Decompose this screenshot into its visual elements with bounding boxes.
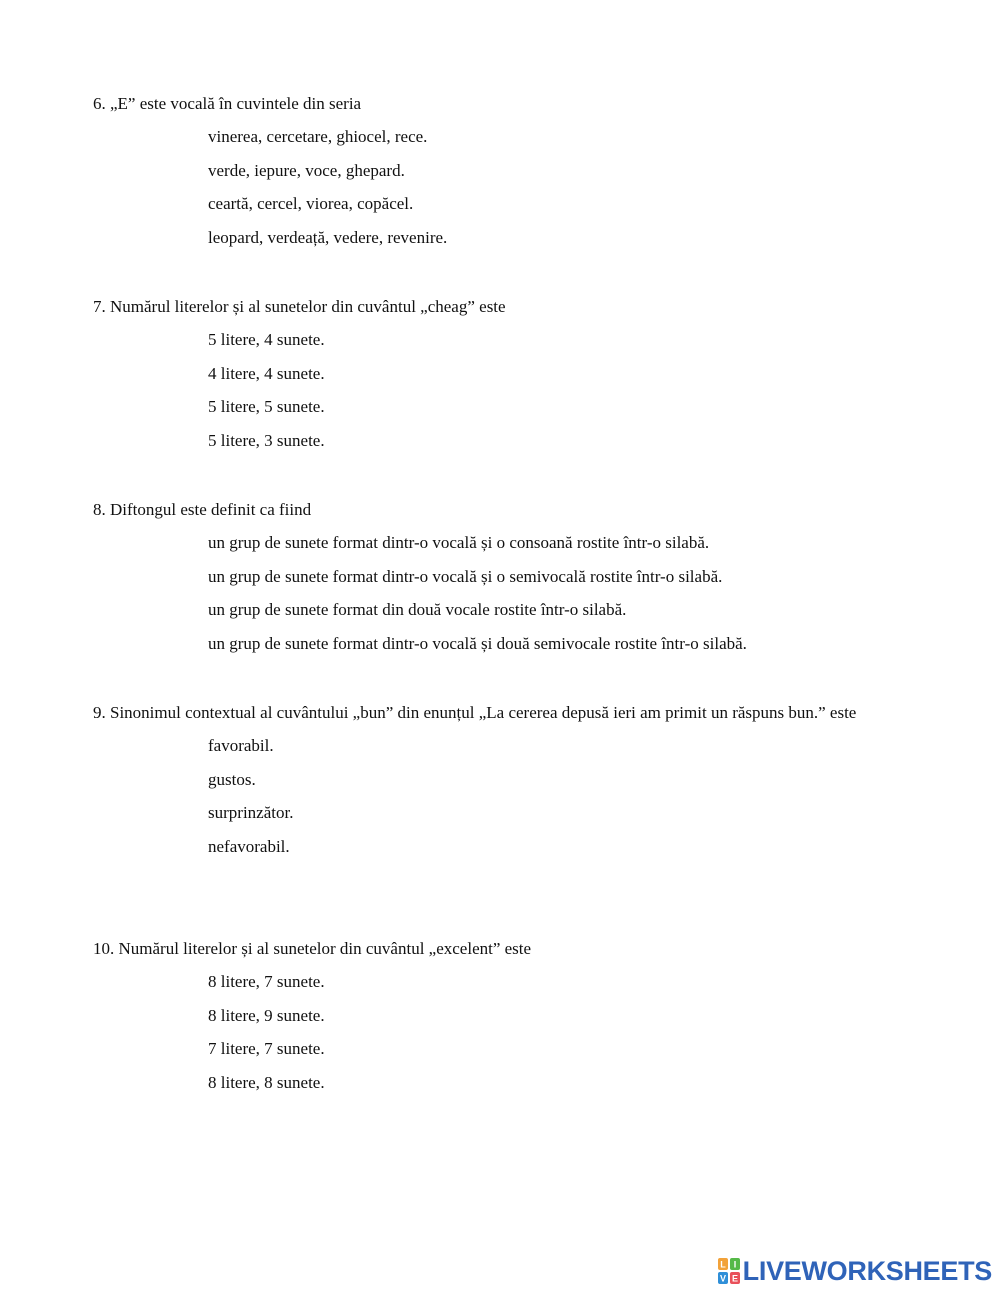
answer-option[interactable]: un grup de sunete format dintr-o vocală și o semivocală rostite într-o silabă. bbox=[208, 566, 723, 586]
logo-letter: E bbox=[731, 1273, 738, 1284]
answer-option[interactable]: vinerea, cercetare, ghiocel, rece. bbox=[208, 127, 428, 146]
question-7 bbox=[93, 290, 913, 458]
answer-option[interactable]: 7 litere, 7 sunete. bbox=[208, 1039, 325, 1059]
answer-option[interactable]: 5 litere, 3 sunete. bbox=[208, 431, 325, 451]
answer-option[interactable]: leopard, verdeață, vedere, revenire. bbox=[208, 228, 448, 248]
answer-option[interactable]: 4 litere, 4 sunete. bbox=[208, 363, 325, 383]
question-text: 6. „E” este vocală în cuvintele din seria bbox=[93, 94, 362, 113]
answer-option[interactable]: 8 litere, 9 sunete. bbox=[208, 1005, 325, 1025]
answer-option[interactable]: un grup de sunete format din două vocale rostite într-o silabă. bbox=[208, 600, 627, 620]
answer-option[interactable]: 5 litere, 5 sunete. bbox=[208, 397, 325, 417]
liveworksheets-brand bbox=[718, 1256, 992, 1286]
answer-options bbox=[93, 526, 913, 661]
answer-option[interactable]: favorabil. bbox=[208, 736, 274, 755]
answer-option[interactable]: 8 litere, 7 sunete. bbox=[208, 972, 325, 991]
logo-letter: V bbox=[719, 1273, 726, 1284]
question-8 bbox=[93, 493, 913, 661]
brand-name: LIVEWORKSHEETS bbox=[742, 1256, 992, 1286]
answer-options bbox=[93, 120, 913, 255]
answer-option[interactable]: un grup de sunete format dintr-o vocală și o consoană rostite într-o silabă. bbox=[208, 533, 710, 552]
question-text: 7. Numărul literelor și al sunetelor din cuvântul „cheag” este bbox=[93, 297, 506, 316]
answer-option[interactable]: 5 litere, 4 sunete. bbox=[208, 330, 325, 349]
logo-letter: L bbox=[719, 1259, 726, 1270]
question-text: 9. Sinonimul contextual al cuvântului „bun” din enunțul „La cererea depusă ieri am primit un răspuns bun.” este bbox=[93, 703, 857, 722]
liveworksheets-logo-icon bbox=[718, 1258, 740, 1284]
question-text: 10. Numărul literelor și al sunetelor din cuvântul „excelent” este bbox=[93, 939, 532, 958]
answer-option[interactable]: ceartă, cercel, viorea, copăcel. bbox=[208, 194, 414, 214]
answer-options bbox=[93, 965, 913, 1100]
logo-letter: I bbox=[733, 1259, 736, 1270]
question-text: 8. Diftongul este definit ca fiind bbox=[93, 500, 312, 519]
question-6 bbox=[93, 87, 913, 255]
answer-option[interactable]: 8 litere, 8 sunete. bbox=[208, 1073, 325, 1093]
answer-options bbox=[93, 729, 913, 864]
answer-option[interactable]: un grup de sunete format dintr-o vocală și două semivocale rostite într-o silabă. bbox=[208, 634, 747, 654]
answer-option[interactable]: surprinzător. bbox=[208, 803, 294, 823]
answer-option[interactable]: verde, iepure, voce, ghepard. bbox=[208, 160, 405, 180]
answer-options bbox=[93, 323, 913, 458]
question-9 bbox=[93, 696, 913, 864]
answer-option[interactable]: gustos. bbox=[208, 769, 256, 789]
answer-option[interactable]: nefavorabil. bbox=[208, 837, 290, 857]
question-10 bbox=[93, 932, 913, 1100]
